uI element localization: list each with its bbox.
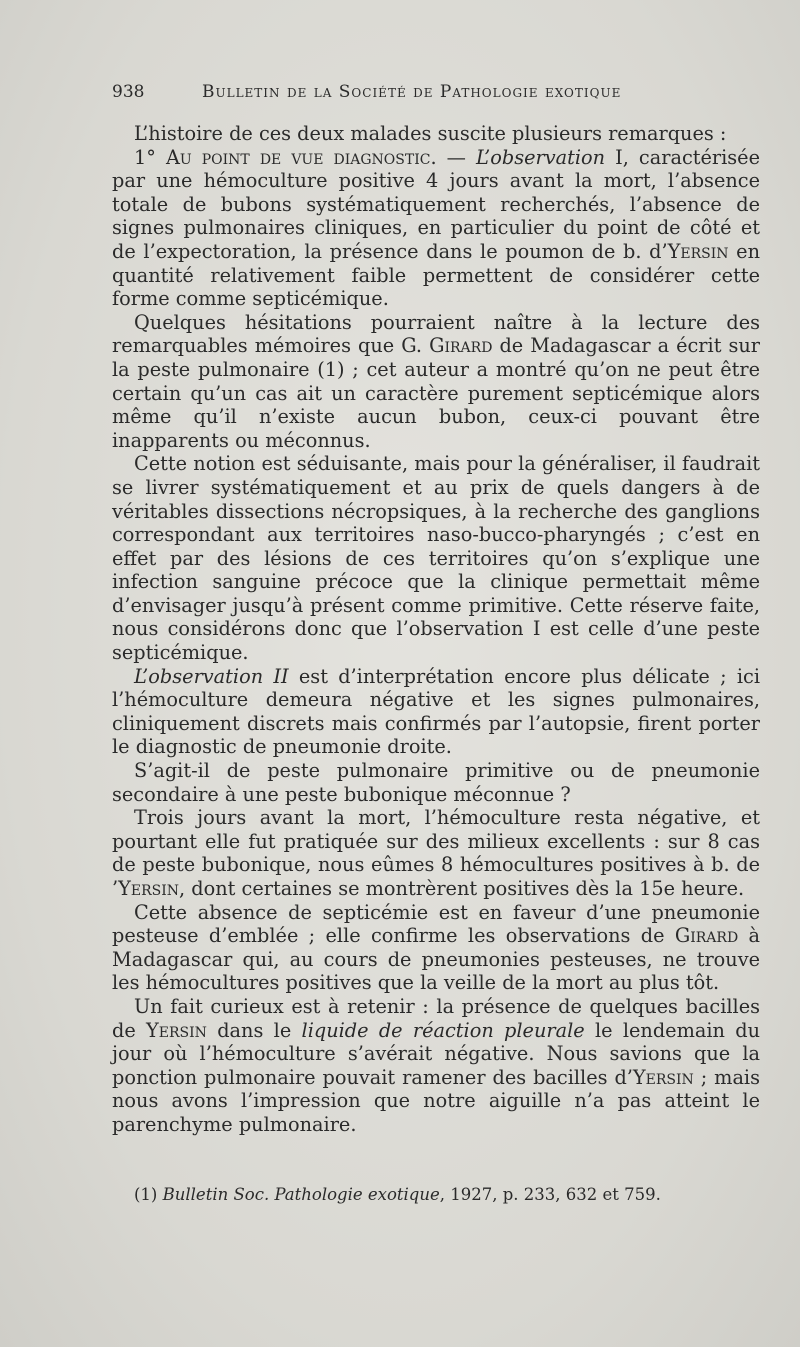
footnote [134, 1184, 754, 1206]
observation-ref: L’observation II [134, 664, 289, 688]
text-run: Cette absence de septicémie est en faveur d’une pneumonie pesteuse d’emblée ; elle confirme les observations de [112, 900, 760, 948]
paragraph-curious-fact [112, 995, 760, 1137]
emphasis: liquide de réaction pleurale [301, 1018, 585, 1042]
paragraph-observation-2 [112, 665, 760, 759]
text-run: Un fait curieux est à retenir : la présence de quelques bacilles de [112, 994, 760, 1042]
text-run: en quantité relativement faible permettent de considérer cette forme comme septicémique. [112, 239, 760, 311]
page-header [112, 82, 720, 112]
author-name: Yersin [632, 1065, 694, 1089]
text-run: Trois jours avant la mort, l’hémoculture resta négative, et pourtant elle fut pratiquée sur des milieux excellents : sur 8 cas de peste bubonique, nous eûmes 8 hémocultures positives à b. de ’ [112, 806, 760, 900]
text-run: dans le [206, 1018, 302, 1042]
paragraph-diagnostic [112, 146, 760, 311]
text-run: , dont certaines se montrèrent positives dès la 15e heure. [179, 877, 745, 900]
author-name: Yersin [146, 1018, 207, 1042]
author-name: Girard [429, 334, 493, 358]
paragraph-intro-text: L’histoire de ces deux malades suscite plusieurs remarques : [134, 122, 727, 145]
text-run: le lendemain du jour où l’hémoculture s’avérait négative. Nous savions que la ponction pulmonaire pouvait ramener des bacilles d’ [112, 1018, 760, 1089]
footnote-mark: (1) [134, 1185, 163, 1204]
paragraph-question [112, 759, 760, 806]
text-run: à Madagascar qui, au cours de pneumonies pesteuses, ne trouve les hémocultures positives que la veille de la mort au plus tôt. [112, 924, 760, 995]
text-run: est d’interprétation encore plus délicate ; ici l’hémoculture demeura négative et les signes pulmonaires, cliniquement discrets mais confirmés par l’autopsie, firent porter le diagnostic de pneumonie droite. [112, 664, 760, 759]
text-run: ; mais nous avons l’impression que notre aiguille n’a pas atteint le parenchyme pulmonaire. [112, 1065, 760, 1136]
observation-ref: L’observation [475, 145, 606, 169]
paragraph-intro [112, 122, 760, 146]
section-number: 1° [134, 145, 156, 169]
text-run: I, caractérisée par une hémoculture positive 4 jours avant la mort, l’absence totale de bubons systématiquement recherchés, l’absence de signes pulmonaires cliniques, en particulier du point de côté et de l’expectoration, la présence dans le poumon de b. d’ [112, 145, 761, 263]
author-name: Girard [674, 924, 739, 948]
paragraph-hesitations [112, 311, 760, 453]
page-number: 938 [112, 82, 145, 102]
paragraph-hemoculture [112, 806, 760, 900]
footnote-journal: Bulletin Soc. Pathologie exotique [162, 1185, 440, 1204]
text-run: S’agit-il de peste pulmonaire primitive ou de pneumonie secondaire à une peste bubonique méconnue ? [112, 759, 760, 806]
text-run: de Madagascar a écrit sur la peste pulmonaire (1) ; cet auteur a montré qu’on ne peut être certain qu’un cas ait un caractère purement septicémique alors même qu’il n’existe aucun bubon, ceux-ci pouvant être inapparents ou méconnus. [112, 334, 760, 452]
paragraph-absence [112, 901, 760, 995]
author-name: Yersin [667, 239, 729, 263]
running-title: Bulletin de la Société de Pathologie exotique [202, 82, 622, 102]
dash: — [436, 145, 476, 169]
text-run: Quelques hésitations pourraient naître à la lecture des remarquables mémoires que G. [112, 310, 760, 358]
text-run: Cette notion est séduisante, mais pour la généraliser, il faudrait se livrer systématiquement et au prix de quels dangers à de véritables dissections nécropsiques, à la recherche des ganglions correspondant aux territoires naso-bucco-pharyngés ; c’est en effet par des lésions de ces territoires qu’on s’explique une infection sanguine précoce que la clinique permettait même d’envisager jusqu’à présent comme primitive. Cette réserve faite, nous considérons donc que l’observation I est celle d’une peste septicémique. [112, 452, 760, 665]
author-name: Yersin [118, 877, 180, 900]
body-text [112, 122, 760, 1137]
paragraph-notion [112, 452, 760, 664]
footnote-citation: , 1927, p. 233, 632 et 759. [439, 1185, 661, 1204]
section-heading: Au point de vue diagnostic. [165, 145, 437, 169]
